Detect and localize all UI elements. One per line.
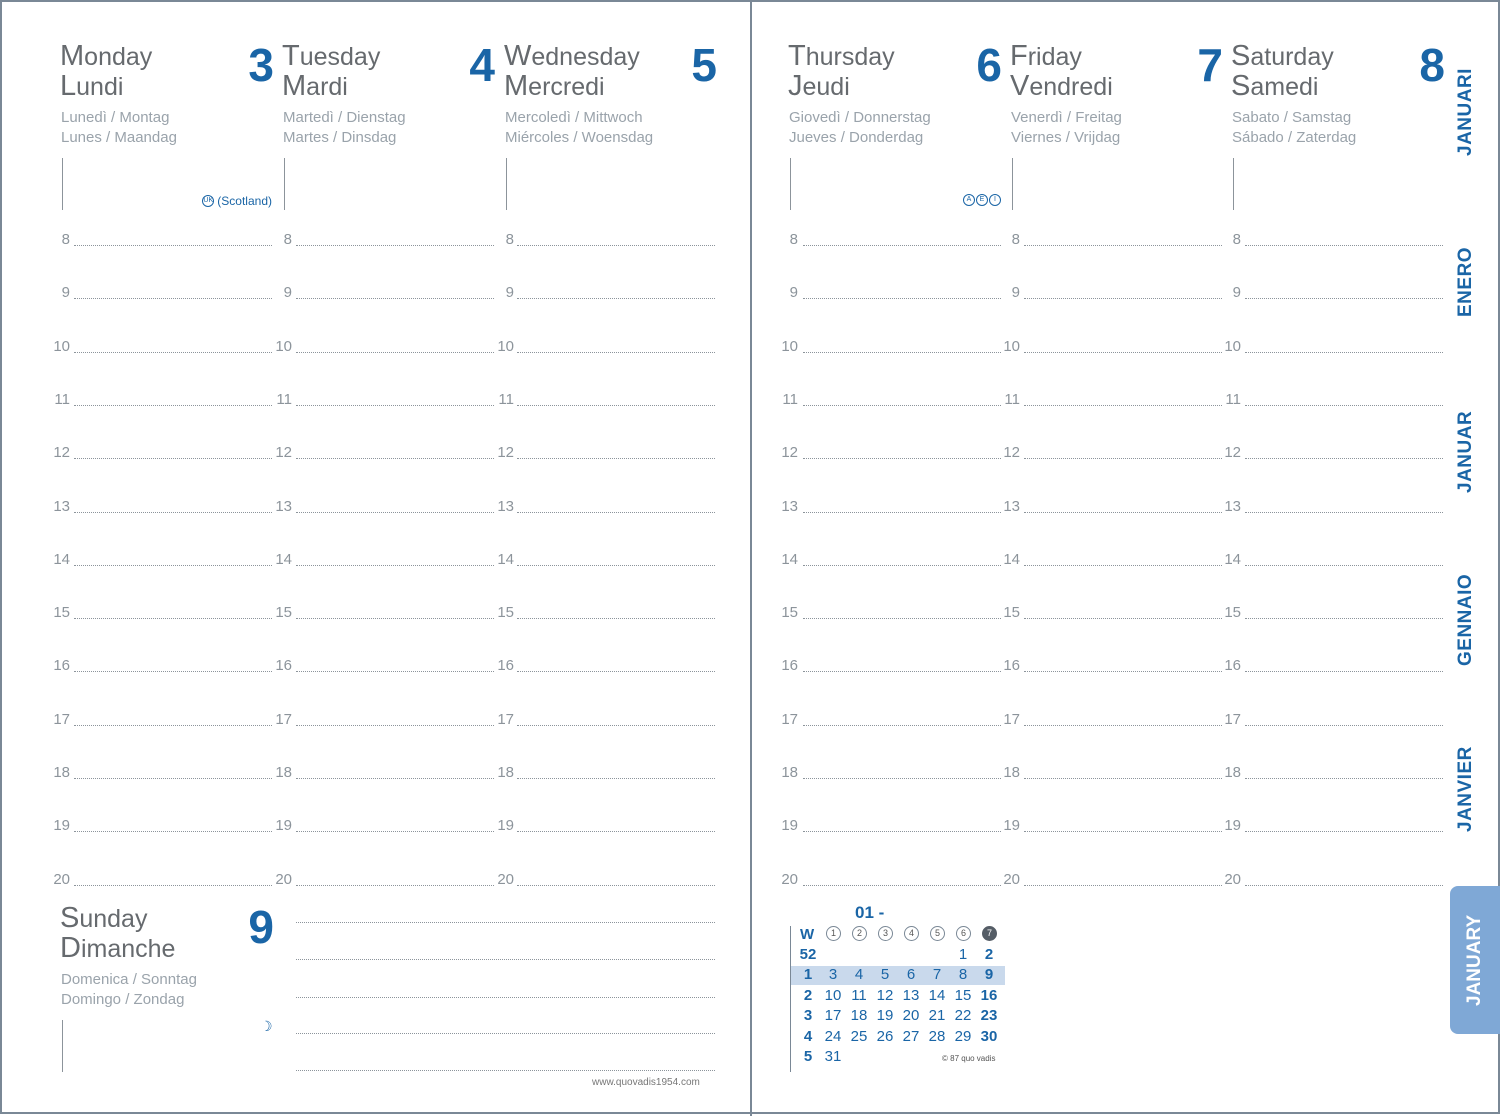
sunday-line — [296, 959, 715, 960]
day-number: 8 — [1419, 39, 1445, 91]
day-name-en: Saturday — [1231, 40, 1334, 72]
hour-line — [517, 245, 715, 246]
hour-label: 11 — [276, 390, 292, 408]
hour-label: 8 — [283, 231, 292, 248]
calendar-day[interactable]: 3 — [828, 966, 838, 983]
hour-line — [803, 352, 1001, 353]
hour-label: 19 — [781, 817, 798, 835]
weekday-number-icon: 6 — [956, 926, 971, 941]
calendar-day[interactable]: 28 — [928, 1028, 946, 1045]
weekday-number-icon: 3 — [878, 926, 893, 941]
week-number: 1 — [803, 966, 813, 983]
copyright: © 87 quo vadis — [942, 1054, 996, 1063]
calendar-day[interactable]: 15 — [954, 987, 972, 1004]
calendar-day[interactable]: 8 — [958, 966, 968, 983]
hour-line — [1245, 831, 1443, 832]
calendar-day[interactable]: 19 — [876, 1007, 894, 1024]
day-number: 3 — [248, 39, 274, 91]
calendar-day[interactable]: 18 — [850, 1007, 868, 1024]
hour-label: 13 — [275, 497, 292, 515]
hour-label: 14 — [1003, 550, 1020, 568]
hour-label: 20 — [53, 870, 70, 888]
day-name-es-nl: Viernes / Vrijdag — [1011, 129, 1121, 146]
hour-line — [74, 671, 272, 672]
weekday-number-icon: 1 — [826, 926, 841, 941]
hour-label: 16 — [275, 657, 292, 675]
hour-label: 17 — [1003, 710, 1020, 728]
hour-label: 14 — [781, 550, 798, 568]
month-tab[interactable]: ENERO — [1455, 246, 1476, 318]
hour-line — [517, 565, 715, 566]
spine — [750, 2, 752, 1116]
hour-line — [1024, 725, 1222, 726]
week-number: 2 — [803, 987, 813, 1004]
hour-line — [1245, 352, 1443, 353]
hour-line — [1245, 405, 1443, 406]
hour-line — [1024, 778, 1222, 779]
holiday-marker — [921, 194, 1001, 206]
day-name-en: Wednesday — [504, 40, 640, 72]
hour-line — [74, 565, 272, 566]
day-name-es-nl: Lunes / Maandag — [61, 129, 177, 146]
hour-line — [517, 458, 715, 459]
hour-line — [803, 778, 1001, 779]
holiday-badge: E — [976, 194, 988, 206]
hour-line — [1245, 778, 1443, 779]
holiday-badge: A — [963, 194, 975, 206]
day-name-es-nl: Sábado / Zaterdag — [1232, 129, 1357, 146]
hour-line — [1024, 245, 1222, 246]
hour-label: 18 — [1003, 764, 1020, 781]
hour-label: 19 — [1224, 817, 1241, 835]
hour-line — [1024, 885, 1222, 886]
hour-label: 12 — [781, 444, 798, 462]
hour-line — [1024, 671, 1222, 672]
hour-line — [1245, 618, 1443, 619]
week-number: 4 — [803, 1028, 813, 1045]
calendar-day[interactable]: 12 — [876, 987, 894, 1004]
calendar-day[interactable]: 13 — [902, 987, 920, 1004]
hour-label: 13 — [781, 497, 798, 515]
day-name-en: Friday — [1010, 40, 1082, 72]
hour-label: 15 — [781, 604, 798, 622]
hour-label: 16 — [781, 657, 798, 675]
day-divider — [506, 158, 507, 210]
hour-line — [296, 298, 494, 299]
hour-label: 15 — [53, 604, 70, 622]
hour-label: 8 — [789, 231, 798, 248]
day-name-fr: Vendredi — [1010, 70, 1113, 102]
sunday-line — [296, 997, 715, 998]
hour-line — [517, 405, 715, 406]
day-name-it-de: Sabato / Samstag — [1232, 109, 1352, 126]
hour-label: 11 — [782, 390, 798, 408]
hour-line — [1024, 831, 1222, 832]
hour-label: 17 — [1224, 710, 1241, 728]
day-number: 6 — [976, 39, 1002, 91]
sunday-divider — [62, 1020, 63, 1072]
month-tab-active[interactable] — [1450, 886, 1500, 1034]
hour-line — [1024, 352, 1222, 353]
hour-line — [803, 565, 1001, 566]
hour-line — [296, 245, 494, 246]
hour-label: 10 — [1224, 337, 1241, 355]
hour-line — [1024, 565, 1222, 566]
calendar-day[interactable]: 24 — [824, 1028, 842, 1045]
hour-line — [1245, 885, 1443, 886]
hour-line — [517, 512, 715, 513]
hour-line — [74, 298, 272, 299]
hour-label: 18 — [497, 764, 514, 781]
hour-label: 9 — [1232, 284, 1241, 302]
hour-label: 8 — [1011, 231, 1020, 248]
hour-line — [1245, 725, 1443, 726]
day-number: 4 — [469, 39, 495, 91]
day-name-en: Monday — [60, 40, 153, 72]
hour-label: 13 — [1003, 497, 1020, 515]
hour-label: 14 — [1224, 550, 1241, 568]
day-divider — [62, 158, 63, 210]
hour-line — [1024, 298, 1222, 299]
hour-line — [296, 618, 494, 619]
hour-label: 20 — [275, 870, 292, 888]
hour-label: 19 — [53, 817, 70, 835]
hour-line — [74, 458, 272, 459]
holiday-marker — [192, 194, 272, 208]
day-number: 5 — [691, 39, 717, 91]
calendar-day[interactable]: 17 — [824, 1007, 842, 1024]
hour-label: 19 — [1003, 817, 1020, 835]
hour-line — [1245, 512, 1443, 513]
hour-label: 15 — [275, 604, 292, 622]
hour-label: 17 — [781, 710, 798, 728]
day-name-es-nl: Martes / Dinsdag — [283, 129, 397, 146]
sunday-name-es-nl: Domingo / Zondag — [61, 991, 185, 1008]
day-name-it-de: Lunedì / Montag — [61, 109, 170, 126]
hour-line — [296, 352, 494, 353]
sunday-name-en: Sunday — [60, 902, 148, 934]
day-name-es-nl: Jueves / Donderdag — [789, 129, 924, 146]
hour-label: 18 — [1224, 764, 1241, 781]
hour-line — [1245, 458, 1443, 459]
hour-label: 14 — [497, 550, 514, 568]
hour-label: 12 — [1003, 444, 1020, 462]
hour-label: 13 — [497, 497, 514, 515]
hour-label: 12 — [53, 444, 70, 462]
hour-line — [803, 245, 1001, 246]
day-name-it-de: Venerdì / Freitag — [1011, 109, 1122, 126]
hour-line — [1245, 671, 1443, 672]
holiday-badge: I — [989, 194, 1001, 206]
moon-phase-icon: ☽ — [260, 1018, 273, 1034]
hour-line — [517, 671, 715, 672]
sunday-line — [296, 1033, 715, 1034]
calendar-day[interactable]: 23 — [980, 1007, 998, 1024]
hour-label: 13 — [1224, 497, 1241, 515]
calendar-day[interactable]: 21 — [928, 1007, 946, 1024]
mini-calendar-divider — [790, 926, 791, 1072]
hour-line — [517, 725, 715, 726]
hour-line — [296, 831, 494, 832]
holiday-text: (Scotland) — [217, 194, 272, 208]
calendar-day[interactable]: 22 — [954, 1007, 972, 1024]
hour-label: 11 — [498, 390, 514, 408]
hour-label: 15 — [1224, 604, 1241, 622]
week-number: 3 — [803, 1007, 813, 1024]
day-divider — [790, 158, 791, 210]
day-name-fr: Lundi — [60, 70, 124, 102]
hour-line — [74, 778, 272, 779]
calendar-day[interactable]: 26 — [876, 1028, 894, 1045]
week-number: 52 — [799, 946, 817, 963]
hour-line — [517, 352, 715, 353]
month-tab[interactable]: JANUAR — [1455, 410, 1476, 494]
hour-line — [803, 831, 1001, 832]
day-divider — [284, 158, 285, 210]
hour-label: 12 — [497, 444, 514, 462]
sunday-name-it-de: Domenica / Sonntag — [61, 971, 197, 988]
hour-label: 10 — [1003, 337, 1020, 355]
hour-line — [74, 352, 272, 353]
hour-line — [296, 778, 494, 779]
day-name-en: Thursday — [788, 40, 895, 72]
hour-label: 10 — [781, 337, 798, 355]
day-name-es-nl: Miércoles / Woensdag — [505, 129, 654, 146]
mini-calendar-title: 01 - — [855, 903, 885, 922]
hour-line — [803, 671, 1001, 672]
hour-label: 10 — [497, 337, 514, 355]
sunday-name-fr: Dimanche — [60, 932, 176, 964]
calendar-day[interactable]: 14 — [928, 987, 946, 1004]
hour-line — [803, 725, 1001, 726]
day-name-it-de: Mercoledì / Mittwoch — [505, 109, 643, 126]
hour-label: 18 — [53, 764, 70, 781]
hour-line — [1024, 405, 1222, 406]
hour-label: 16 — [1224, 657, 1241, 675]
hour-label: 12 — [1224, 444, 1241, 462]
weekday-number-icon: 2 — [852, 926, 867, 941]
hour-line — [803, 458, 1001, 459]
hour-line — [517, 885, 715, 886]
calendar-day[interactable]: 9 — [984, 966, 994, 983]
day-divider — [1012, 158, 1013, 210]
hour-label: 13 — [53, 497, 70, 515]
calendar-day[interactable]: 6 — [906, 966, 916, 983]
hour-label: 15 — [1003, 604, 1020, 622]
hour-line — [517, 298, 715, 299]
calendar-day[interactable]: 7 — [932, 966, 942, 983]
hour-line — [74, 618, 272, 619]
hour-line — [74, 512, 272, 513]
hour-label: 15 — [497, 604, 514, 622]
hour-line — [74, 725, 272, 726]
footer-url: www.quovadis1954.com — [592, 1077, 700, 1088]
hour-line — [1024, 512, 1222, 513]
calendar-day[interactable]: 31 — [824, 1048, 842, 1065]
day-name-en: Tuesday — [282, 40, 381, 72]
hour-line — [1245, 245, 1443, 246]
day-name-it-de: Martedì / Dienstag — [283, 109, 406, 126]
hour-label: 11 — [54, 390, 70, 408]
hour-line — [517, 831, 715, 832]
mini-calendar-week-header: W — [800, 926, 815, 943]
month-tab[interactable]: JANUARI — [1455, 68, 1476, 156]
day-name-fr: Mardi — [282, 70, 348, 102]
hour-line — [296, 565, 494, 566]
calendar-day[interactable]: 10 — [824, 987, 842, 1004]
calendar-day[interactable]: 25 — [850, 1028, 868, 1045]
hour-label: 17 — [275, 710, 292, 728]
day-name-fr: Samedi — [1231, 70, 1319, 102]
calendar-day[interactable]: 30 — [980, 1028, 998, 1045]
hour-line — [517, 778, 715, 779]
hour-line — [296, 458, 494, 459]
hour-line — [803, 618, 1001, 619]
weekday-number-icon: 5 — [930, 926, 945, 941]
hour-label: 20 — [497, 870, 514, 888]
hour-line — [296, 671, 494, 672]
sunday-line — [296, 922, 715, 923]
hour-label: 8 — [505, 231, 514, 248]
sunday-line — [296, 1070, 715, 1071]
hour-label: 11 — [1225, 390, 1241, 408]
hour-label: 20 — [1224, 870, 1241, 888]
day-name-it-de: Giovedì / Donnerstag — [789, 109, 931, 126]
calendar-day[interactable]: 2 — [984, 946, 994, 963]
hour-label: 9 — [505, 284, 514, 302]
hour-line — [1245, 298, 1443, 299]
hour-line — [296, 512, 494, 513]
hour-label: 16 — [53, 657, 70, 675]
hour-label: 19 — [497, 817, 514, 835]
hour-label: 20 — [781, 870, 798, 888]
day-number: 7 — [1197, 39, 1223, 91]
weekday-number-icon: 4 — [904, 926, 919, 941]
month-tab[interactable]: JANVIER — [1455, 746, 1476, 833]
hour-line — [803, 298, 1001, 299]
hour-label: 18 — [781, 764, 798, 781]
hour-line — [74, 405, 272, 406]
hour-label: 16 — [497, 657, 514, 675]
calendar-day[interactable]: 16 — [980, 987, 998, 1004]
hour-line — [296, 885, 494, 886]
month-tab[interactable]: GENNAIO — [1455, 573, 1476, 666]
day-name-fr: Mercredi — [504, 70, 605, 102]
calendar-day[interactable]: 1 — [958, 946, 968, 963]
active-tab-label: JANUARY — [1464, 914, 1485, 1006]
hour-label: 20 — [1003, 870, 1020, 888]
hour-label: 9 — [1011, 284, 1020, 302]
hour-label: 9 — [61, 284, 70, 302]
sunday-number: 9 — [248, 901, 274, 953]
week-number: 5 — [803, 1048, 813, 1065]
hour-label: 17 — [497, 710, 514, 728]
calendar-day[interactable]: 4 — [854, 966, 864, 983]
hour-label: 11 — [1004, 390, 1020, 408]
calendar-day[interactable]: 20 — [902, 1007, 920, 1024]
calendar-day[interactable]: 5 — [880, 966, 890, 983]
hour-label: 14 — [275, 550, 292, 568]
calendar-day[interactable]: 11 — [851, 987, 867, 1004]
hour-label: 10 — [275, 337, 292, 355]
hour-label: 18 — [275, 764, 292, 781]
weekday-number-icon: 7 — [982, 926, 997, 941]
day-divider — [1233, 158, 1234, 210]
hour-line — [74, 885, 272, 886]
hour-line — [74, 245, 272, 246]
day-name-fr: Jeudi — [788, 70, 850, 102]
hour-label: 19 — [275, 817, 292, 835]
hour-line — [803, 885, 1001, 886]
hour-line — [1024, 458, 1222, 459]
calendar-day[interactable]: 29 — [954, 1028, 972, 1045]
hour-label: 16 — [1003, 657, 1020, 675]
hour-label: 8 — [61, 231, 70, 248]
hour-line — [517, 618, 715, 619]
hour-label: 12 — [275, 444, 292, 462]
hour-line — [296, 405, 494, 406]
hour-label: 9 — [283, 284, 292, 302]
hour-line — [74, 831, 272, 832]
hour-label: 10 — [53, 337, 70, 355]
hour-label: 9 — [789, 284, 798, 302]
hour-line — [803, 512, 1001, 513]
hour-label: 17 — [53, 710, 70, 728]
hour-label: 14 — [53, 550, 70, 568]
hour-label: 8 — [1232, 231, 1241, 248]
hour-line — [803, 405, 1001, 406]
holiday-badge: UK — [202, 195, 214, 207]
calendar-day[interactable]: 27 — [902, 1028, 920, 1045]
hour-line — [1245, 565, 1443, 566]
hour-line — [296, 725, 494, 726]
hour-line — [1024, 618, 1222, 619]
